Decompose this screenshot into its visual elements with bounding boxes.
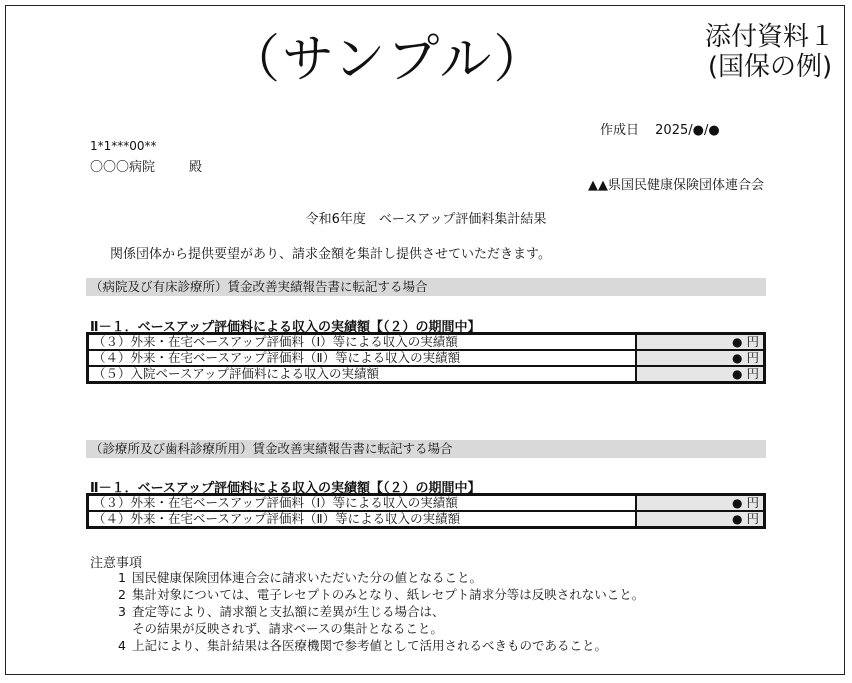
row-value-cell [636, 350, 765, 366]
note-text: 集計対象については、電子レセプトのみとなり、紙レセプト請求分等は反映されないこと。 [132, 587, 645, 602]
note-number: 1 [118, 570, 126, 585]
row-value: ● [732, 367, 743, 381]
list-item [118, 569, 644, 586]
row-value: ● [732, 335, 743, 349]
attachment-label [700, 22, 840, 82]
table-row [88, 366, 765, 383]
row-unit: 円 [746, 511, 759, 526]
list-item [118, 603, 644, 637]
row-label: （４）外来・在宅ベースアップ評価料（Ⅱ）等による収入の実績額 [88, 350, 637, 366]
attachment-label-line1: 添付資料１ [704, 22, 835, 52]
row-label: （５）入院ベースアップ評価料による収入の実績額 [88, 366, 637, 383]
row-value-cell [636, 511, 765, 528]
addressee-honorific: 殿 [189, 160, 203, 175]
intro-text: 関係団体から提供要望があり、請求金額を集計し提供させていただきます。 [110, 247, 551, 262]
addressee [90, 156, 202, 175]
notes-title: 注意事項 [90, 556, 143, 571]
note-number: 3 [118, 604, 126, 619]
table-row [88, 334, 765, 351]
table-row [88, 511, 765, 528]
row-unit: 円 [746, 366, 759, 381]
sample-watermark-title: （サンプル） [228, 30, 548, 90]
issuer-name: ▲▲県国民健康保険団体連合会 [588, 178, 764, 193]
created-date-label: 作成日 [600, 123, 640, 138]
attachment-label-line2: (国保の例) [707, 52, 833, 82]
row-label: （３）外来・在宅ベースアップ評価料（Ⅰ）等による収入の実績額 [88, 334, 637, 351]
note-text-line2: その結果が反映されず、請求ベースの集計となること。 [132, 621, 443, 636]
table-row [88, 350, 765, 366]
facility-code: 1*1***00** [90, 139, 157, 153]
created-date [600, 119, 720, 138]
section1-table [86, 332, 766, 384]
row-label: （３）外来・在宅ベースアップ評価料（Ⅰ）等による収入の実績額 [88, 495, 637, 512]
note-number: 2 [118, 587, 126, 602]
note-text-line1: 査定等により、請求額と支払額に差異が生じる場合は、 [132, 604, 445, 619]
note-number: 4 [118, 638, 126, 653]
table-row [88, 495, 765, 512]
addressee-name: 〇〇〇病院 [90, 160, 156, 175]
section2-table [86, 493, 766, 529]
row-label: （４）外来・在宅ベースアップ評価料（Ⅱ）等による収入の実績額 [88, 511, 637, 528]
document-title: 令和6年度 ベースアップ評価料集計結果 [305, 212, 547, 227]
row-unit: 円 [746, 495, 759, 510]
list-item [118, 586, 644, 603]
row-unit: 円 [746, 334, 759, 349]
row-unit: 円 [746, 350, 759, 365]
created-date-value: 2025/●/● [655, 123, 720, 138]
section1-heading: Ⅱ－１．ベースアップ評価料による収入の実績額【（２）の期間中】 [90, 320, 481, 335]
section2-band: （診療所及び歯科診療所用）賃金改善実績報告書に転記する場合 [86, 440, 766, 458]
note-text [128, 603, 445, 637]
note-text: 国民健康保険団体連合会に請求いただいた分の値となること。 [132, 570, 483, 585]
row-value-cell [636, 366, 765, 383]
section1-band: （病院及び有床診療所）賃金改善実績報告書に転記する場合 [86, 278, 766, 296]
section2-heading: Ⅱ－１．ベースアップ評価料による収入の実績額【（２）の期間中】 [90, 481, 481, 496]
notes-list [118, 569, 644, 654]
row-value-cell [636, 495, 765, 512]
note-text: 上記により、集計結果は各医療機関で参考値として活用されるべきものであること。 [132, 638, 608, 653]
row-value: ● [732, 351, 743, 365]
list-item [118, 637, 644, 654]
row-value: ● [732, 512, 743, 526]
row-value: ● [732, 496, 743, 510]
row-value-cell [636, 334, 765, 351]
